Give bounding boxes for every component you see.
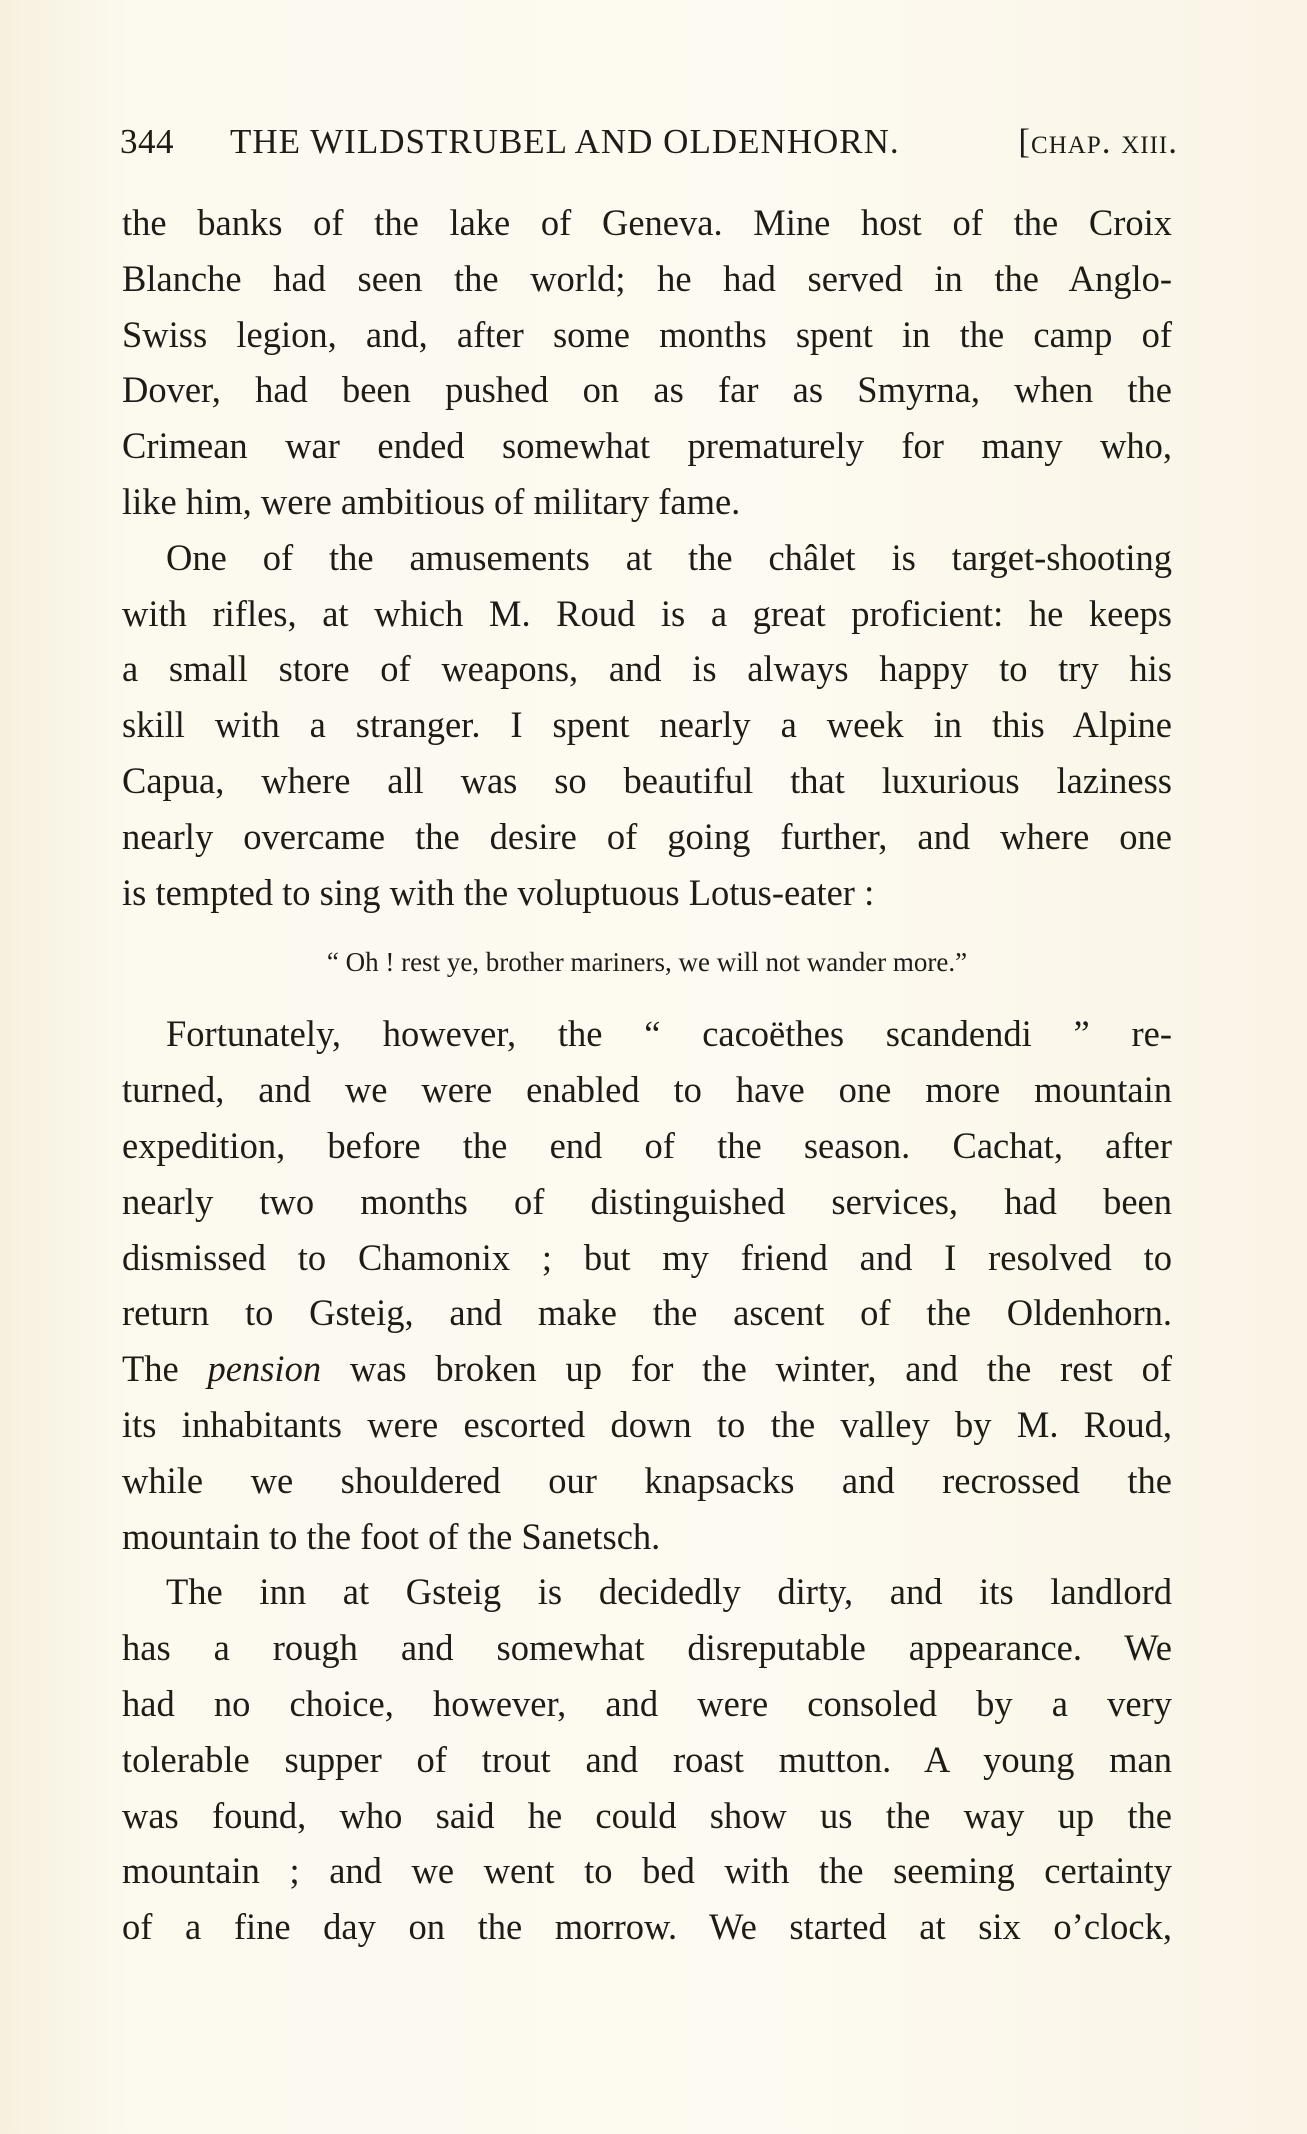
text-line: nearly overcame the desire of going further, and where one	[122, 815, 1172, 857]
text-line: expedition, before the end of the season. Cachat, after	[122, 1124, 1172, 1166]
italic-word: pension	[207, 1348, 322, 1390]
text-line-pension	[122, 1341, 1172, 1397]
text-line: The inn at Gsteig is decidedly dirty, and its landlord	[166, 1571, 1172, 1613]
text-line: mountain ; and we went to bed with the seeming certainty	[122, 1850, 1172, 1892]
text-line: tolerable supper of trout and roast mutton. A young man	[122, 1738, 1172, 1780]
page-body	[122, 195, 1172, 1955]
text-line: while we shouldered our knapsacks and recrossed the	[122, 1459, 1172, 1501]
text-line: of a fine day on the morrow. We started at six o’clock,	[122, 1906, 1172, 1948]
text-line: Blanche had seen the world; he had served in the Anglo-	[122, 257, 1172, 299]
verse-quote: “ Oh ! rest ye, brother mariners, we will not wander more.”	[326, 947, 968, 978]
text-line: its inhabitants were escorted down to the valley by M. Roud,	[122, 1403, 1172, 1445]
page-header	[120, 122, 1178, 172]
text-line: had no choice, however, and were consoled by a very	[122, 1682, 1172, 1724]
text-line: Capua, where all was so beautiful that luxurious laziness	[122, 759, 1172, 801]
text-line: Swiss legion, and, after some months spent in the camp of	[122, 313, 1172, 355]
text-line: One of the amusements at the châlet is target-shooting	[166, 536, 1172, 578]
text-line: skill with a stranger. I spent nearly a week in this Alpine	[122, 704, 1172, 746]
text-line: turned, and we were enabled to have one more mountain	[122, 1069, 1172, 1111]
text-line: Dover, had been pushed on as far as Smyrna, when the	[122, 369, 1172, 411]
text-line: with rifles, at which M. Roud is a great proficient: he keeps	[122, 592, 1172, 634]
text-line: has a rough and somewhat disreputable appearance. We	[122, 1627, 1172, 1669]
running-title: THE WILDSTRUBEL AND OLDENHORN.	[230, 122, 900, 161]
page-number: 344	[120, 122, 174, 161]
text-line: dismissed to Chamonix ; but my friend and I resolved to	[122, 1236, 1172, 1278]
text-fragment: was broken up for the winter, and the rest of	[321, 1348, 1172, 1390]
text-line: a small store of weapons, and is always happy to try his	[122, 648, 1172, 690]
text-line: Crimean war ended somewhat prematurely for many who,	[122, 425, 1172, 467]
text-line: mountain to the foot of the Sanetsch.	[122, 1515, 661, 1557]
chapter-label: [chap. xiii.	[1018, 122, 1178, 161]
text-line: the banks of the lake of Geneva. Mine host of the Croix	[122, 202, 1172, 243]
text-line: is tempted to sing with the voluptuous Lotus-eater :	[122, 871, 875, 913]
text-fragment: The	[122, 1348, 208, 1390]
text-line: nearly two months of distinguished services, had been	[122, 1180, 1172, 1222]
text-line: like him, were ambitious of military fame.	[122, 480, 741, 522]
text-line: return to Gsteig, and make the ascent of the Oldenhorn.	[122, 1292, 1172, 1334]
text-line: was found, who said he could show us the way up the	[122, 1794, 1172, 1836]
text-line: Fortunately, however, the “ cacoëthes scandendi ” re-	[166, 1013, 1172, 1055]
